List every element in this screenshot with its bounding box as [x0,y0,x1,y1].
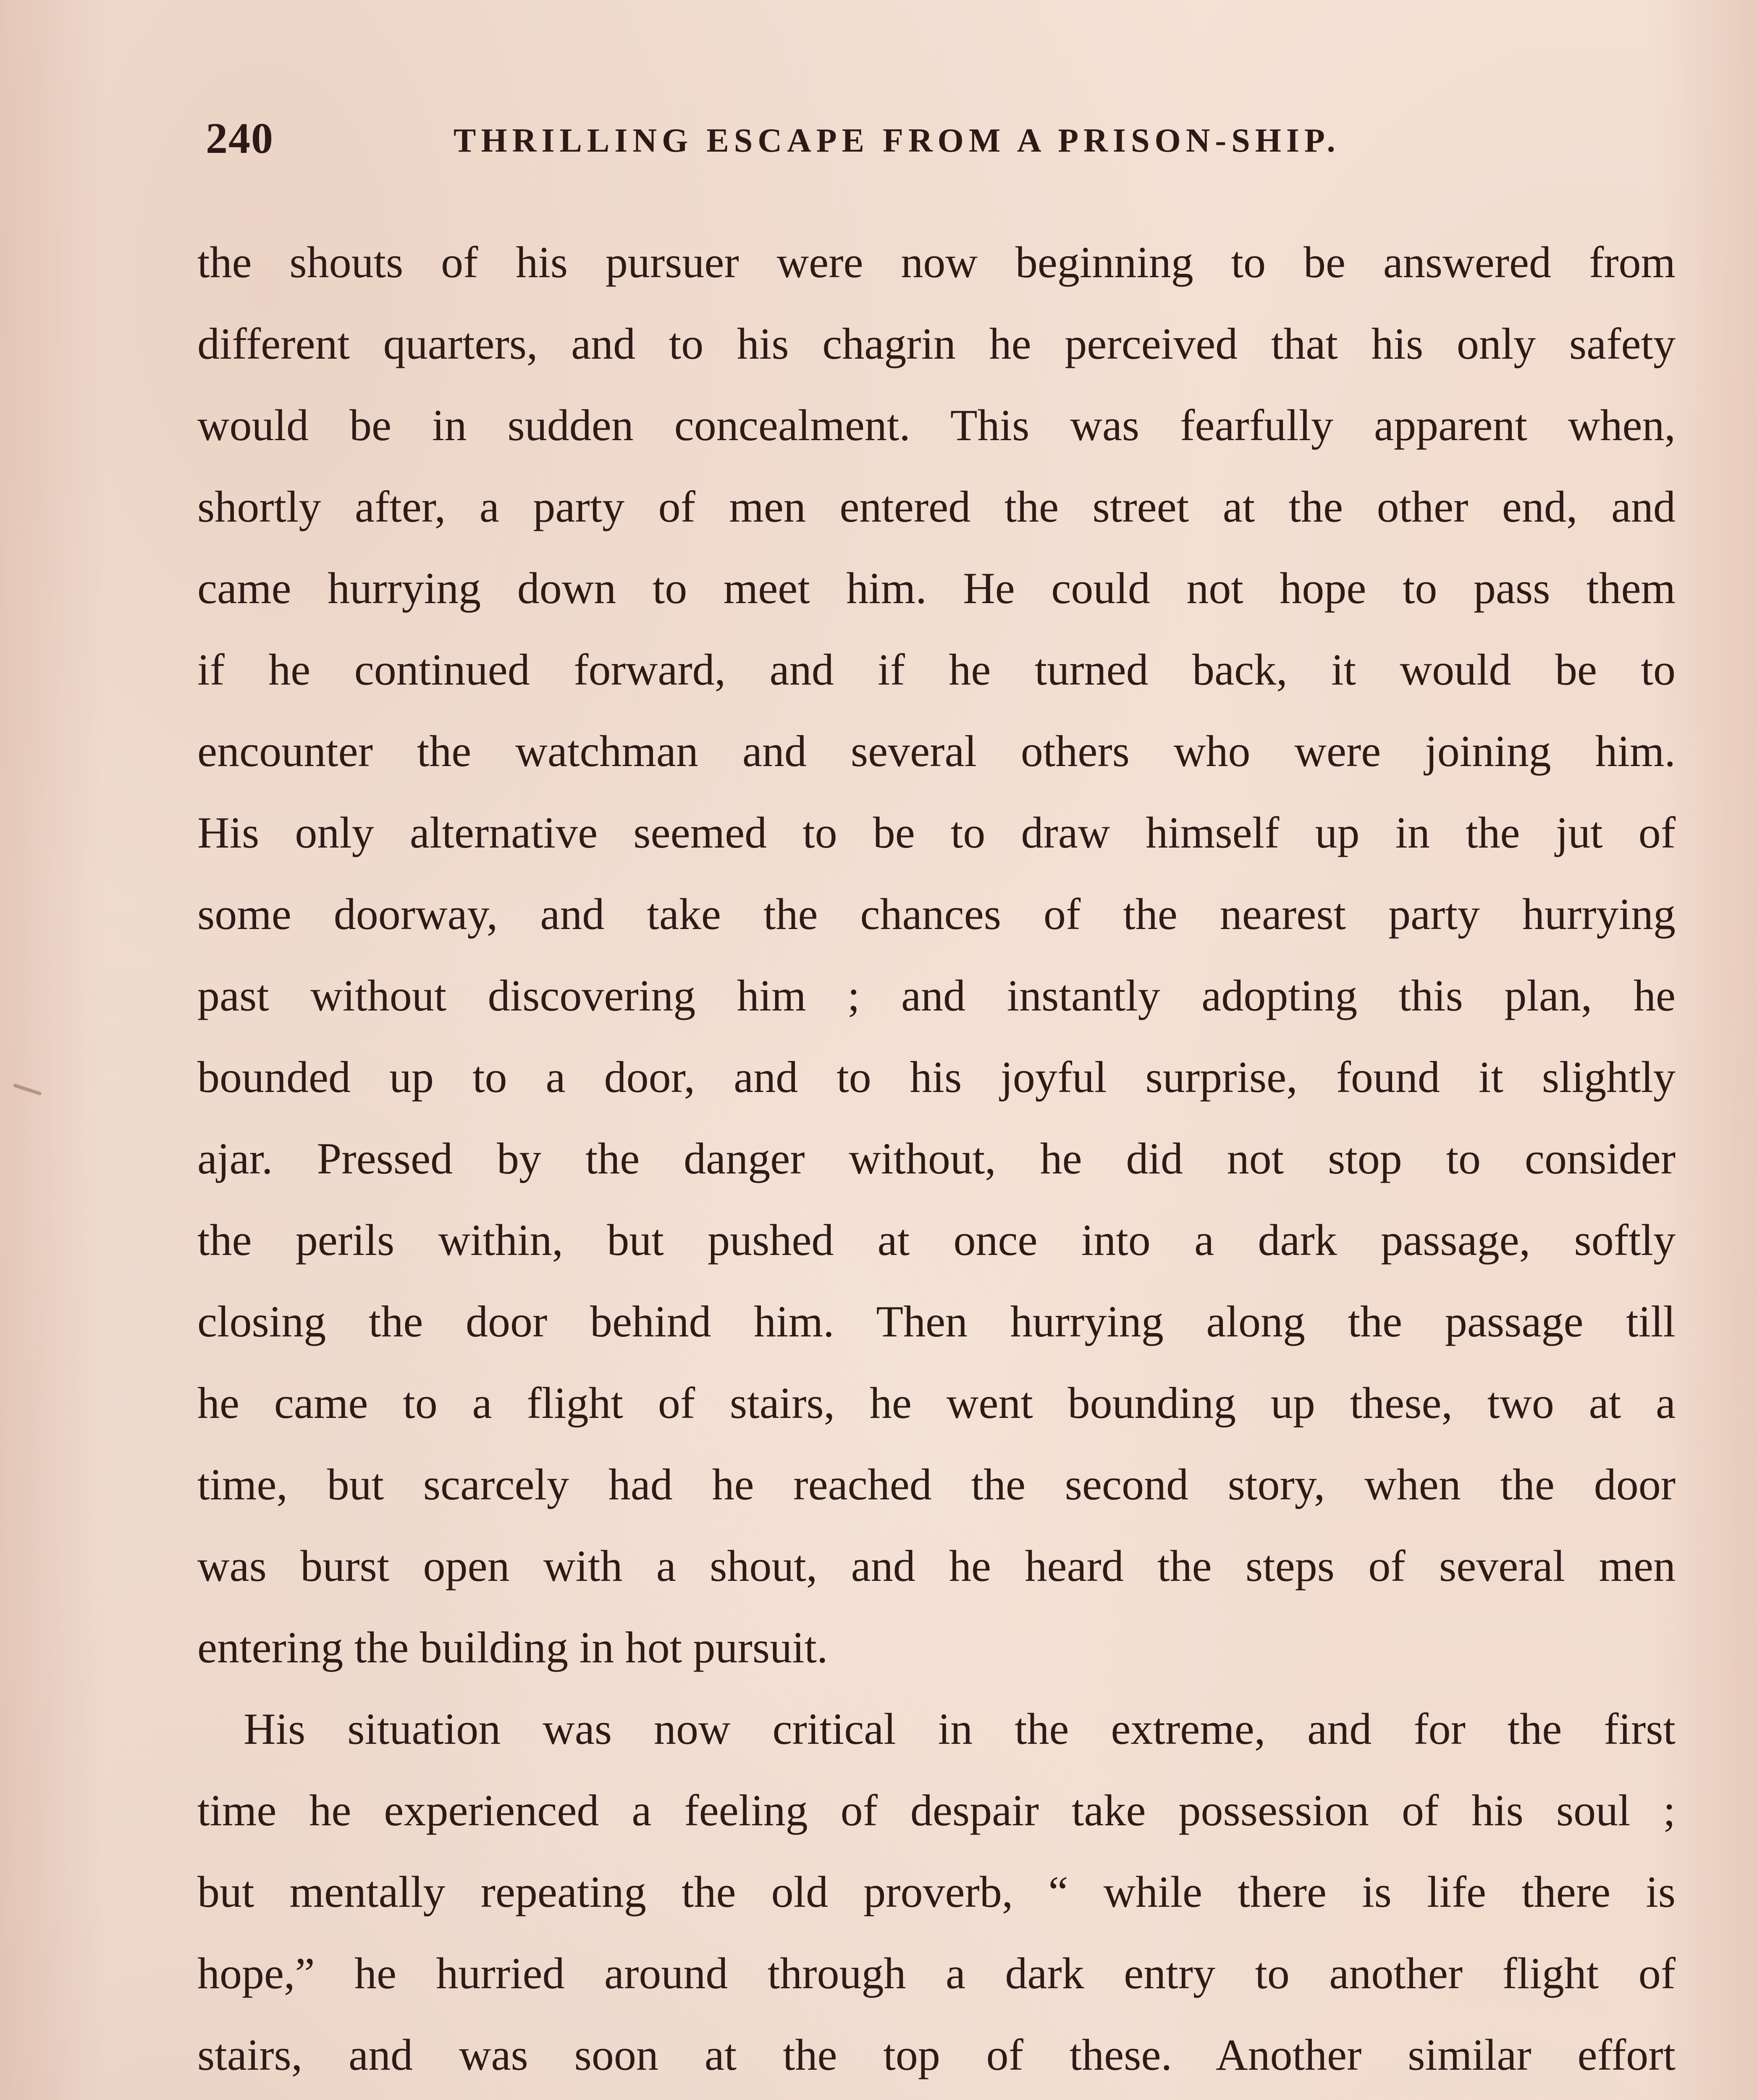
text-line: he came to a flight of stairs, he went bounding up these, two at a [197,1378,1676,1428]
text-line: His only alternative seemed to be to draw himself up in the jut of [197,808,1676,857]
running-title: THRILLING ESCAPE FROM A PRISON-SHIP. [454,122,1340,159]
page-number: 240 [206,114,274,163]
text-line: His situation was now critical in the extreme, and for the first [244,1704,1676,1754]
text-line: time, but scarcely had he reached the second story, when the door [197,1460,1676,1509]
text-line: different quarters, and to his chagrin he perceived that his only safety [197,319,1676,368]
text-line: would be in sudden concealment. This was fearfully apparent when, [197,401,1676,450]
text-line: shortly after, a party of men entered the street at the other end, and [197,482,1676,531]
text-line: hope,” he hurried around through a dark entry to another flight of [197,1949,1676,1998]
text-line: closing the door behind him. Then hurrying along the passage till [197,1297,1676,1346]
text-line: bounded up to a door, and to his joyful surprise, found it slightly [197,1053,1676,1102]
text-line: the perils within, but pushed at once into a dark passage, softly [197,1215,1676,1265]
text-line: if he continued forward, and if he turned back, it would be to [197,645,1676,694]
text-line: but mentally repeating the old proverb, “ while there is life there is [197,1867,1676,1916]
text-line: encounter the watchman and several others who were joining him. [197,727,1676,776]
text-line: stairs, and was soon at the top of these. Another similar effort [197,2030,1676,2079]
text-line: came hurrying down to meet him. He could not hope to pass them [197,564,1676,613]
page-edge-mark [13,1083,42,1095]
text-line: ajar. Pressed by the danger without, he did not stop to consider [197,1134,1676,1183]
text-line [197,2096,1676,2100]
text-line: past without discovering him ; and instantly adopting this plan, he [197,971,1676,1020]
text-line: time he experienced a feeling of despair take possession of his soul ; [197,1786,1676,1835]
body-text [197,222,1676,2100]
text-line: some doorway, and take the chances of the nearest party hurrying [197,890,1676,939]
text-line: entering the building in hot pursuit. [197,1623,828,1672]
text-line: was burst open with a shout, and he heard the steps of several men [197,1541,1676,1591]
text-line: the shouts of his pursuer were now beginning to be answered from [197,238,1676,287]
running-head [206,113,1671,189]
